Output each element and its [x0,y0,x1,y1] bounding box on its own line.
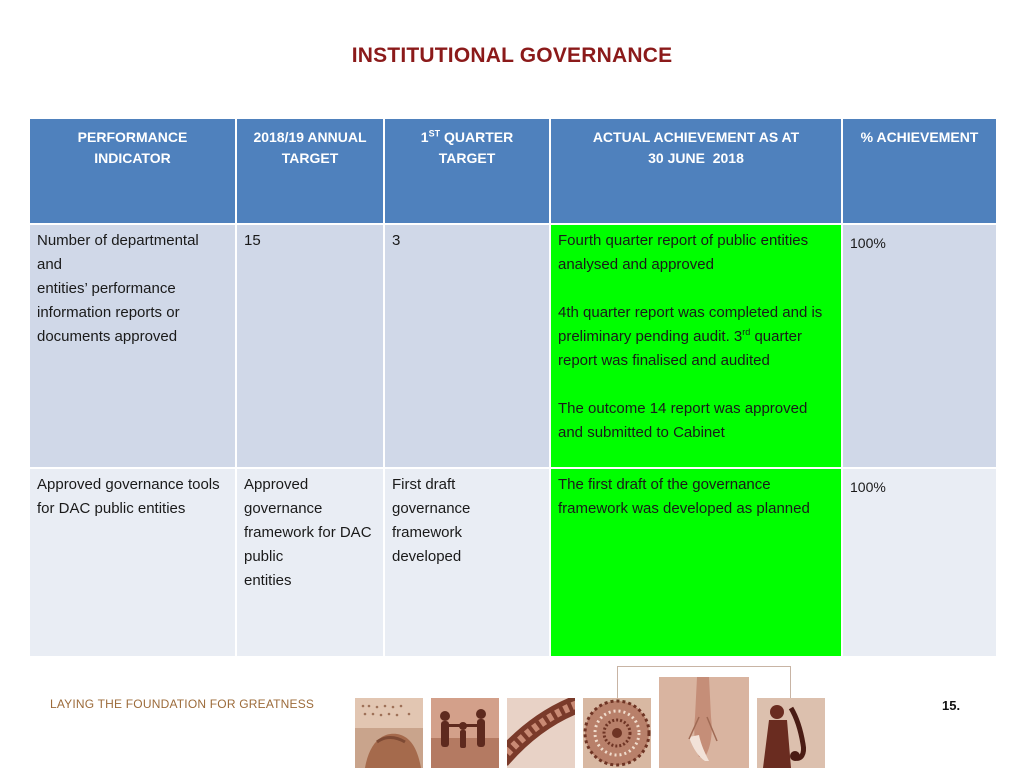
cell-annual-target: 15 [236,224,384,468]
cell-quarter-target: 3 [384,224,550,468]
footer-tagline: LAYING THE FOUNDATION FOR GREATNESS [50,697,315,711]
page-title: INSTITUTIONAL GOVERNANCE [351,44,673,67]
cell-indicator: Approved governance tools for DAC public entities [29,468,236,657]
cell-actual-achievement: Fourth quarter report of public entities analysed and approved 4th quarter report was completed and is preliminary pending audit. 3rd quarter report was finalised and audited The outcome 14 report was approved and submitted to Cabinet [550,224,842,468]
family-silhouette-photo [431,698,499,768]
woven-basket-photo [583,698,651,768]
braille-reading-photo [355,698,423,768]
actual-paragraph-2: 4th quarter report was completed and is preliminary pending audit. 3rd quarter report was finalised and audited [558,304,823,369]
header-quarter-target: 1ST QUARTER TARGET [384,118,550,224]
cell-percent-achievement: 100% [842,224,997,468]
table-row [29,224,997,468]
cell-percent-achievement: 100% [842,468,997,657]
cell-quarter-target: First draft governance framework developed [384,468,550,657]
ballet-shoes-photo [659,677,749,768]
table-header-row [29,118,997,224]
header-performance-indicator: PERFORMANCE INDICATOR [29,118,236,224]
header-percent-achievement: % ACHIEVEMENT [842,118,997,224]
governance-table [28,117,998,658]
header-annual-target: 2018/19 ANNUAL TARGET [236,118,384,224]
cell-actual-achievement: The first draft of the governance framework was developed as planned [550,468,842,657]
cell-annual-target: Approved governance framework for DAC public entities [236,468,384,657]
cell-indicator: Number of departmental and entities’ performance information reports or documents approved [29,224,236,468]
film-reel-photo [507,698,575,768]
page-number: 15. [942,698,961,713]
header-actual-achievement: ACTUAL ACHIEVEMENT AS AT 30 JUNE 2018 [550,118,842,224]
table-row [29,468,997,657]
saxophone-player-photo [757,698,825,768]
